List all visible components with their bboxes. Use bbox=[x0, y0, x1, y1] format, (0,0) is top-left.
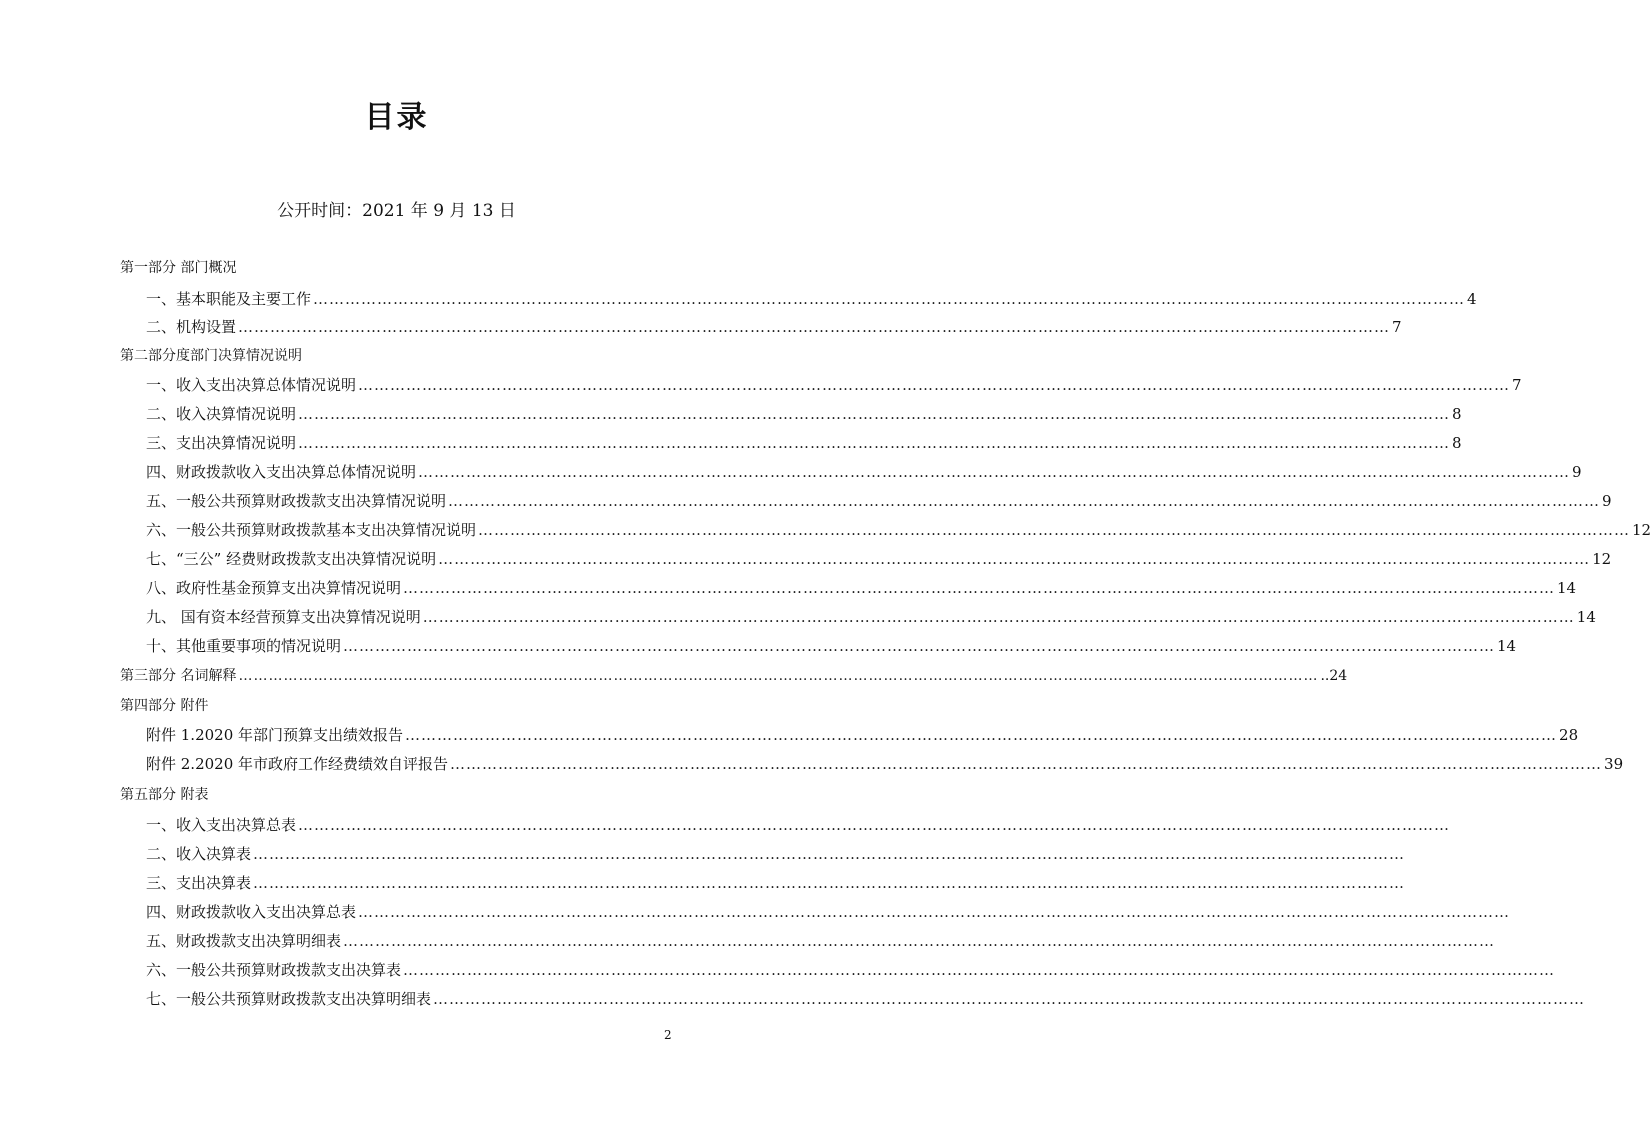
toc-entry-page: 12 bbox=[1632, 521, 1651, 539]
toc-entry[interactable] bbox=[146, 871, 1406, 895]
toc-entry[interactable] bbox=[146, 929, 1496, 953]
toc-entry-label: 七、“三公” 经费财政拨款支出决算情况说明 bbox=[146, 550, 437, 568]
toc-entry[interactable] bbox=[146, 900, 1511, 924]
toc-entry-page: 12 bbox=[1592, 550, 1612, 568]
toc-entry-page: 7 bbox=[1512, 376, 1522, 394]
toc-entry-label: 七、一般公共预算财政拨款支出决算明细表 bbox=[146, 990, 432, 1008]
toc-entry-label: 三、支出决算情况说明 bbox=[146, 434, 297, 452]
toc-entry[interactable] bbox=[146, 315, 1402, 339]
toc-entry[interactable] bbox=[146, 460, 1582, 484]
toc-entry-page: 14 bbox=[1497, 637, 1517, 655]
dot-leader: ……………………………………………………………………………………………………………………………………………………………………………………………… bbox=[298, 816, 1451, 834]
toc-entry-page: 9 bbox=[1602, 492, 1612, 510]
dot-leader: ……………………………………………………………………………………………………………………………………………………………………………………………… bbox=[478, 521, 1631, 539]
part3-heading: 第三部分 名词解释 bbox=[120, 668, 237, 684]
toc-entry[interactable] bbox=[146, 518, 1651, 542]
toc-entry-label: 四、财政拨款收入支出决算总体情况说明 bbox=[146, 463, 417, 481]
toc-entry[interactable] bbox=[146, 489, 1612, 513]
dot-leader: ……………………………………………………………………………………………………………………………………………………………………………………………… bbox=[238, 318, 1391, 336]
dot-leader: ……………………………………………………………………………………………………………………………………………………………………………………………… bbox=[298, 434, 1451, 452]
toc-entry[interactable] bbox=[146, 402, 1462, 426]
part2-heading: 第二部分度部门决算情况说明 bbox=[120, 348, 302, 364]
dot-leader: ……………………………………………………………………………………………………………………………………………………………………………………………… bbox=[403, 961, 1556, 979]
toc-entry-label: 二、收入决算表 bbox=[146, 845, 252, 863]
dot-leader: ……………………………………………………………………………………………………………………………………………………………………………………………… bbox=[422, 608, 1575, 626]
dot-leader: ……………………………………………………………………………………………………………………………………………………………………………………………… bbox=[448, 492, 1601, 510]
dot-leader: ……………………………………………………………………………………………………………………………………………………………………………………………… bbox=[343, 932, 1496, 950]
toc-entry[interactable] bbox=[146, 987, 1586, 1011]
dot-leader: ……………………………………………………………………………………………………………………………………………………………………………………………… bbox=[358, 376, 1511, 394]
dot-leader: ……………………………………………………………………………………………………………………………………………………………………………………………… bbox=[343, 637, 1496, 655]
toc-entry-label: 附件 1.2020 年部门预算支出绩效报告 bbox=[146, 726, 404, 744]
toc-entry[interactable] bbox=[146, 547, 1612, 571]
dot-leader: ……………………………………………………………………………………………………………………………………………………………………………………………… bbox=[438, 550, 1591, 568]
part5-heading: 第五部分 附表 bbox=[120, 787, 209, 803]
toc-entry[interactable] bbox=[146, 287, 1477, 311]
toc-entry-page: 39 bbox=[1604, 755, 1624, 773]
toc-entry-label: 九、 国有资本经营预算支出决算情况说明 bbox=[146, 608, 421, 626]
toc-entry-page: 4 bbox=[1467, 290, 1477, 308]
dot-leader: ……………………………………………………………………………………………………………………………………………………………………………………………… bbox=[418, 463, 1571, 481]
toc-entry[interactable] bbox=[146, 576, 1577, 600]
page-number: 2 bbox=[664, 1028, 672, 1042]
toc-entry-label: 一、收入支出决算总体情况说明 bbox=[146, 376, 357, 394]
toc-entry[interactable] bbox=[146, 605, 1596, 629]
toc-entry[interactable] bbox=[146, 373, 1522, 397]
toc-entry-page: 14 bbox=[1557, 579, 1577, 597]
toc-entry-page: 14 bbox=[1576, 608, 1596, 626]
toc-entry-label: 六、一般公共预算财政拨款支出决算表 bbox=[146, 961, 402, 979]
dot-leader: ……………………………………………………………………………………………………………………………………………………………………………………………… bbox=[253, 874, 1406, 892]
dot-leader: ……………………………………………………………………………………………………………………………………………………………………………………………… bbox=[313, 290, 1466, 308]
dot-leader: ……………………………………………………………………………………………………………………………………………………………………………………………… bbox=[298, 405, 1451, 423]
toc-entry[interactable] bbox=[146, 634, 1517, 658]
toc-entry-page: 7 bbox=[1392, 318, 1402, 336]
toc-entry-label: 二、收入决算情况说明 bbox=[146, 405, 297, 423]
toc-entry[interactable] bbox=[146, 752, 1624, 776]
part1-heading: 第一部分 部门概况 bbox=[120, 260, 237, 276]
toc-entry-page: 8 bbox=[1452, 405, 1462, 423]
toc-entry[interactable] bbox=[146, 431, 1462, 455]
toc-entry-label: 五、财政拨款支出决算明细表 bbox=[146, 932, 342, 950]
dot-leader: ……………………………………………………………………………………………………………………………………………………………………………………………… bbox=[253, 845, 1406, 863]
toc-entry-label: 四、财政拨款收入支出决算总表 bbox=[146, 903, 357, 921]
toc-entry-label: 六、一般公共预算财政拨款基本支出决算情况说明 bbox=[146, 521, 477, 539]
toc-entry-page: 28 bbox=[1559, 726, 1579, 744]
toc-entry-label: 附件 2.2020 年市政府工作经费绩效自评报告 bbox=[146, 755, 449, 773]
publish-date: 公开时间：2021 年 9 月 13 日 bbox=[277, 201, 516, 221]
dot-leader: ……………………………………………………………………………………………………………………………………………………………………………………………… bbox=[238, 668, 1319, 684]
toc-entry[interactable] bbox=[120, 664, 1348, 688]
toc-entry-page: 8 bbox=[1452, 434, 1462, 452]
page-title: 目录 bbox=[364, 100, 429, 135]
dot-leader: ……………………………………………………………………………………………………………………………………………………………………………………………… bbox=[358, 903, 1511, 921]
dot-leader: ……………………………………………………………………………………………………………………………………………………………………………………………… bbox=[405, 726, 1558, 744]
toc-entry-page: 9 bbox=[1572, 463, 1582, 481]
toc-entry-label: 一、收入支出决算总表 bbox=[146, 816, 297, 834]
toc-entry[interactable] bbox=[146, 723, 1579, 747]
dot-leader: ……………………………………………………………………………………………………………………………………………………………………………………………… bbox=[433, 990, 1586, 1008]
toc-entry-label: 十、其他重要事项的情况说明 bbox=[146, 637, 342, 655]
toc-entry[interactable] bbox=[146, 842, 1406, 866]
toc-entry-label: 一、基本职能及主要工作 bbox=[146, 290, 312, 308]
toc-entry-label: 三、支出决算表 bbox=[146, 874, 252, 892]
toc-entry-label: 八、政府性基金预算支出决算情况说明 bbox=[146, 579, 402, 597]
toc-entry[interactable] bbox=[146, 813, 1451, 837]
toc-entry-label: 二、机构设置 bbox=[146, 318, 237, 336]
part4-heading: 第四部分 附件 bbox=[120, 698, 209, 714]
toc-entry-page: ..24 bbox=[1320, 668, 1348, 684]
dot-leader: ……………………………………………………………………………………………………………………………………………………………………………………………… bbox=[450, 755, 1603, 773]
dot-leader: ……………………………………………………………………………………………………………………………………………………………………………………………… bbox=[403, 579, 1556, 597]
toc-entry-label: 五、一般公共预算财政拨款支出决算情况说明 bbox=[146, 492, 447, 510]
toc-entry[interactable] bbox=[146, 958, 1556, 982]
